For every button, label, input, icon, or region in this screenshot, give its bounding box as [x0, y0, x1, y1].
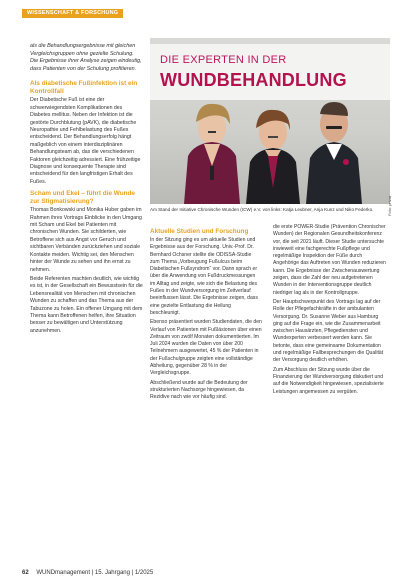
journal-info: WUNDmanagement | 15. Jahrgang | 1/2025 — [36, 570, 154, 576]
right-column — [273, 224, 388, 398]
photo-caption: Am Stand der Initiative Chronische Wunden (ICW) e.V. von links: Katja Leubner, Anja Kunz und Niko Federko. — [150, 207, 374, 212]
body-paragraph: Beide Referenten machten deutlich, wie wichtig es ist, in der Gesellschaft ein Bewusstsein für die Lebensrealität von Menschen mit chronischen Wunden zu schaffen und das Thema aus der Tabuzone zu holen. Ein offener Umgang mit dem Thema kann Betroffenen helfen, ihre Situation besser zu bewältigen und Unterstützung anzunehmen. — [30, 275, 143, 334]
body-paragraph: Thomas Bonkowski und Monika Huber gaben im Rahmen ihres Vortrags Einblicke in den Umgang mit Scham und Ekel bei Patienten mit chronischen Wunden. Sie schilderten, wie Betroffene sich aus Angst vor Geruch und sichtbaren Verbänden zurückziehen und soziale Kontakte meiden. Wichtig sei, den Menschen hinter der Wunde zu sehen und ihn ernst zu nehmen. — [30, 207, 142, 273]
body-paragraph: Der Diabetische Fuß ist eine der schwerwiegendsten Komplikationen des Diabetes mellitus. Neben der Infektion ist die gestörte Durchblutung (pAVK), die diabetische Neuropathie und Fehlbelastung des Fußes entscheidend. Der Behandlungserfolg hängt maßgeblich von einem interdisziplinären Behandlungsteam ab, das die verschiedenen Faktoren gleichzeitig adressiert. Eine frühzeitige Diagnose und konsequente Therapie sind entscheidend für den langfristigen Erhalt des Fußes. — [30, 97, 141, 185]
lead-paragraph: als die Behandlungsergebnisse mit gleichen Vergleichsgruppen ohne gezielte Schulung. Die Ergebnisse ihrer Analyse zeigen eindeutig, dass Patienten von der Schulung profitieren. — [30, 43, 142, 72]
middle-column — [150, 224, 262, 404]
page-footer — [22, 570, 153, 576]
body-paragraph: Zum Abschluss der Sitzung wurde über die Finanzierung der Wundversorgung diskutiert und auf die Notwendigkeit hingewiesen, spezialisierte Leistungen angemessen zu vergüten. — [273, 366, 384, 395]
body-paragraph: In der Sitzung ging es um aktuelle Studien und Ergebnisse aus der Forschung. Univ.-Prof. Dr. Bernhard Ochsner stellte die ODISSA-Studie zum Thema „Vorbeugung Fußulcus beim Diabetischen Fußsyndrom“ vor. Dann sprach er über die Anwendung von Fußdruckmessungen im Alltag und zeigte, wie sich die Belastung des Fußes in der Wundversorgung im Zeitverlauf beeinflussen lässt. Die Ergebnisse zeigen, dass eine gezielte Entlastung die Heilung beschleunigt. — [150, 237, 258, 316]
people-illustration — [150, 38, 390, 204]
body-paragraph: Abschließend wurde auf die Bedeutung der strukturierten Nachsorge hingewiesen, da Rezidive nach wie vor häufig sind. — [150, 379, 248, 401]
banner-text-line2: WUNDBEHANDLUNG — [160, 70, 347, 90]
banner-text-line1: DIE EXPERTEN IN DER — [160, 54, 287, 66]
photo-credit: Foto: privat — [387, 196, 392, 217]
body-paragraph: Der Hauptschwerpunkt des Vortrags lag auf der Rolle der Pflegefachkräfte in der ambulanten Versorgung. Dr. Susanne Weber aus Hamburg ging auf die Frage ein, wie die Zusammenarbeit zwischen Hausärzten, Pflegediensten und Wundexperten verbessert werden kann. Sie betonte, dass eine gemeinsame Dokumentation und regelmäßige Fallbesprechungen die Qualität der Versorgung deutlich erhöhen. — [273, 298, 384, 364]
body-paragraph: Ebenso präsentiert wurden Studiendaten, die den Verlauf von Patienten mit Fußläsionen über einen Zeitraum von zwölf Monaten dokumentierten. Im Juli 2024 wurden die Daten von über 200 Teilnehmern ausgewertet, 45 % der Patienten in der Fußschulgruppe zeigten eine vollständige Abheilung, gegenüber 28 % in der Vergleichsgruppe. — [150, 319, 262, 377]
section-heading: Aktuelle Studien und Forschung — [150, 228, 249, 235]
page-number: 62 — [22, 570, 29, 576]
section-heading: Als diabetische Fußinfektion ist ein Kontrollfall — [30, 80, 138, 96]
section-heading: Scham und Ekel – führt die Wunde zur Stigmatisierung? — [30, 190, 135, 206]
body-paragraph: die erste POWER-Studie (Prävention Chronischer Wunden) der Regionalen Gesundheitskonferenz vor, die seit 2021 läuft. Dieser Studie untersuchte inwieweit eine fachgerechte Fußpflege und regelmäßige Inspektion der Füße durch Angehörige das Auftreten von Wunden reduzieren kann. Die Ergebnisse der Zwischenauswertung zeigen, dass die Zahl der neu aufgetretenen Wunden in der Interventionsgruppe deutlich niedriger lag als in der Kontrollgruppe. — [273, 224, 386, 296]
left-column — [30, 43, 143, 337]
section-tag: WISSENSCHAFT & FORSCHUNG — [22, 9, 123, 18]
